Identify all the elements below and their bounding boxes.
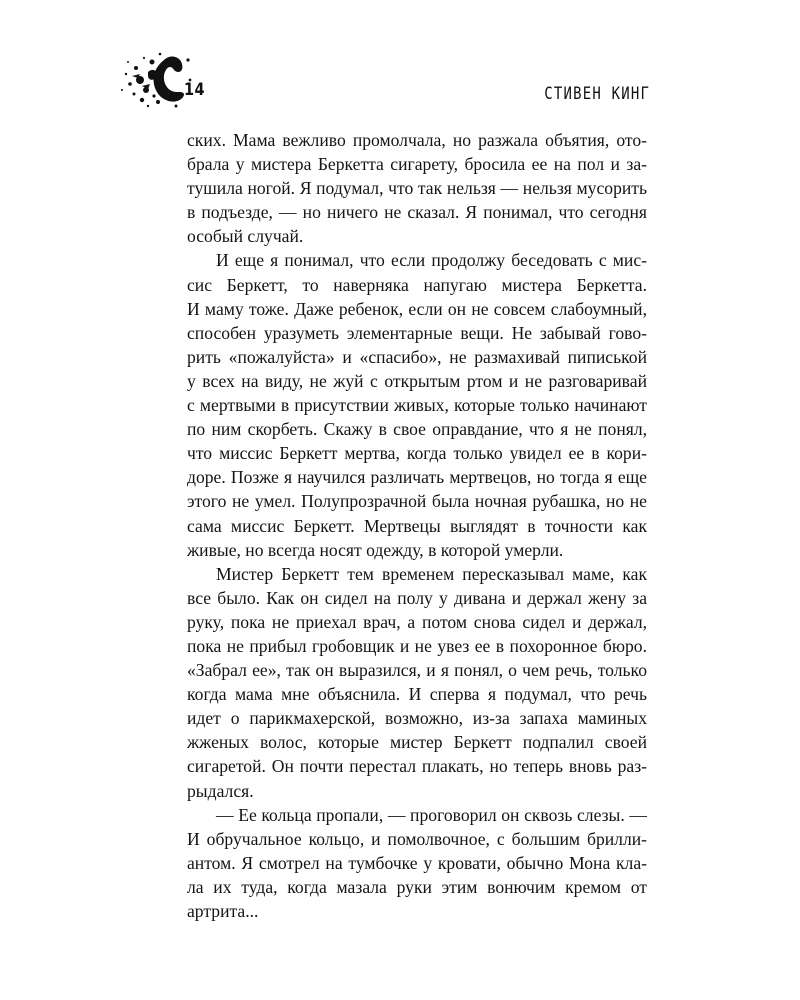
page-number: 14: [184, 80, 205, 100]
text-line: по ним скорбеть. Скажу в свое оправдание, что я не понял,: [187, 419, 647, 440]
text-line: тушила ногой. Я подумал, что так нельзя — нельзя мусорить: [187, 178, 647, 199]
text-line: ла их туда, когда мазала руки этим вонючим кремом от: [187, 876, 647, 897]
text-line: сис Беркетт, то наверняка напугаю мистера Беркетта.: [187, 274, 647, 295]
running-head: СТИВЕН КИНГ: [544, 84, 650, 104]
text-line: идет о парикмахерской, возможно, из-за запаха маминых: [187, 708, 647, 729]
text-line: этого не умел. Полупрозрачной была ночная рубашка, но не: [187, 491, 647, 512]
text-line: антом. Я смотрел на тумбочке у кровати, обычно Мона кла-: [187, 852, 647, 873]
text-line: особый случай.: [187, 226, 304, 247]
text-line: рыдался.: [187, 780, 254, 801]
text-line: ских. Мама вежливо промолчала, но разжала объятия, ото-: [187, 130, 647, 150]
text-line: доре. Позже я научился различать мертвецов, но тогда я еще: [187, 467, 647, 488]
text-line: брала у мистера Беркетта сигарету, бросила ее на пол и за-: [187, 154, 647, 175]
body-text: [187, 128, 647, 923]
text-line: артрита...: [187, 901, 259, 921]
text-line: И обручальное кольцо, и помолвочное, с большим брилли-: [187, 828, 647, 849]
text-line: пока не прибыл гробовщик и не увез ее в похоронное бюро.: [187, 635, 647, 656]
text-line: — Ее кольца пропали, — проговорил он сквозь слезы. —: [216, 804, 647, 825]
text-line: сама миссис Беркетт. Мертвецы выглядят в точности как: [187, 515, 647, 536]
text-line: жженых волос, которые мистер Беркетт подпалил своей: [187, 732, 647, 753]
text-line: живые, но всегда носят одежду, в которой умерли.: [187, 539, 564, 560]
text-line: руку, пока не приехал врач, а потом снова сидел и держал,: [187, 611, 647, 632]
text-line: способен уразуметь элементарные вещи. Не забывай гово-: [187, 322, 647, 343]
text-line: «Забрал ее», так он выразился, и я понял, о чем речь, только: [187, 660, 647, 681]
text-line: в подъезде, — но ничего не сказал. Я понимал, что сегодня: [187, 202, 647, 223]
text-line: все было. Как он сидел на полу у дивана и держал жену за: [187, 587, 647, 608]
text-line: сигаретой. Он почти перестал плакать, но теперь вновь раз-: [187, 756, 647, 777]
text-line: Мистер Беркетт тем временем пересказывал маме, как: [216, 563, 647, 584]
text-line: с мертвыми в присутствии живых, которые только начинают: [187, 395, 647, 416]
text-line: когда мама мне объяснила. И сперва я подумал, что речь: [187, 684, 647, 705]
text-line: у всех на виду, не жуй с открытым ртом и не разговаривай: [187, 370, 647, 391]
text-line: рить «пожалуйста» и «спасибо», не размахивай пиписькой: [187, 346, 647, 367]
text-line: И еще я понимал, что если продолжу беседовать с мис-: [216, 250, 647, 271]
text-line: И маму тоже. Даже ребенок, если он не совсем слабоумный,: [187, 298, 647, 319]
text-line: что миссис Беркетт мертва, когда только увидел ее в кори-: [187, 443, 647, 464]
